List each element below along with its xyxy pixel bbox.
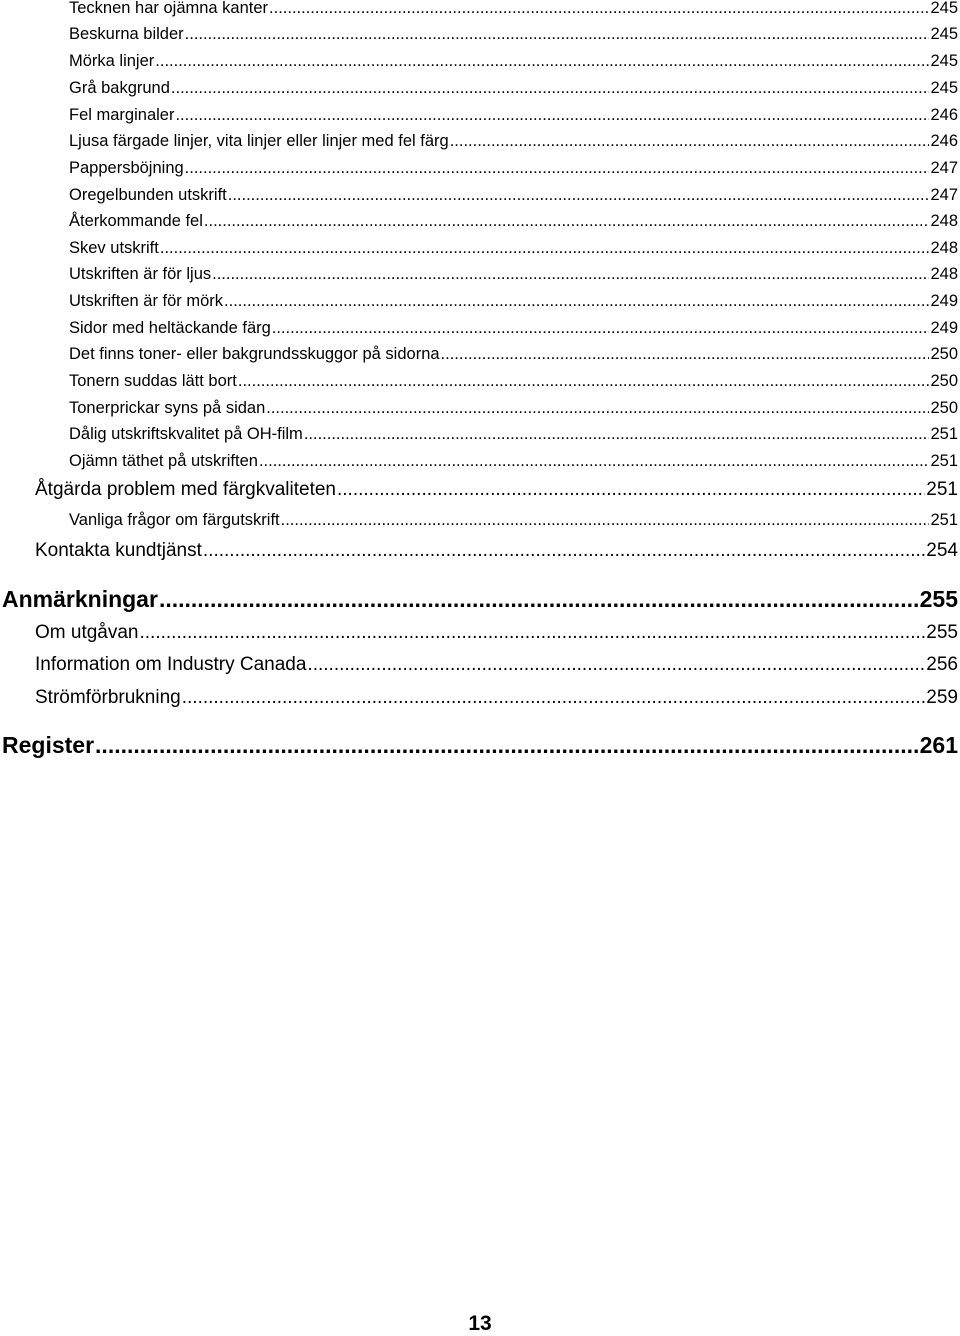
toc-entry-page: 250 <box>930 372 958 390</box>
toc-entry-page: 246 <box>930 106 958 124</box>
toc-entry[interactable] <box>69 183 958 207</box>
toc-entry[interactable] <box>35 619 958 647</box>
toc-entry-page: 250 <box>930 345 958 363</box>
toc-entry-page: 248 <box>930 239 958 257</box>
toc-entry-title: Fel marginaler <box>69 106 175 124</box>
toc-entry-title: Strömförbrukning <box>35 687 181 708</box>
toc-dot-leader <box>238 369 930 393</box>
toc-entry-page: 246 <box>930 132 958 150</box>
toc-entry-page: 251 <box>930 452 958 470</box>
toc-entry-title: Tonerprickar syns på sidan <box>69 399 266 417</box>
toc-entry-page: 247 <box>930 186 958 204</box>
toc-dot-leader <box>224 289 929 313</box>
toc-entry-title: Skev utskrift <box>69 239 159 257</box>
toc-entry[interactable] <box>69 156 958 180</box>
toc-entry[interactable] <box>2 583 958 615</box>
toc-entry-title: Anmärkningar <box>2 586 158 612</box>
toc-entry[interactable] <box>69 129 958 153</box>
toc-entry-title: Information om Industry Canada <box>35 654 307 675</box>
toc-entry[interactable] <box>35 684 958 712</box>
toc-entry[interactable] <box>69 449 958 473</box>
toc-entry-page: 249 <box>930 292 958 310</box>
toc-entry-page: 256 <box>926 654 958 675</box>
toc-entry[interactable] <box>69 236 958 260</box>
toc-dot-leader <box>95 729 919 761</box>
toc-entry-title: Sidor med heltäckande färg <box>69 319 271 337</box>
toc-dot-leader <box>155 49 929 73</box>
toc-entry-page: 249 <box>930 319 958 337</box>
toc-entry-page: 255 <box>919 586 958 612</box>
toc-entry-page: 248 <box>930 212 958 230</box>
toc-dot-leader <box>304 422 930 446</box>
toc-entry[interactable] <box>69 396 958 420</box>
toc-dot-leader <box>266 396 929 420</box>
toc-entry[interactable] <box>35 651 958 679</box>
toc-entry[interactable] <box>69 103 958 127</box>
toc-entry[interactable] <box>69 316 958 340</box>
toc-entry-title: Pappersböjning <box>69 159 184 177</box>
toc-entry[interactable] <box>69 209 958 233</box>
toc-entry-title: Återkommande fel <box>69 212 203 230</box>
toc-dot-leader <box>307 651 925 679</box>
toc-entry[interactable] <box>69 76 958 100</box>
toc-dot-leader <box>259 449 930 473</box>
toc-dot-leader <box>441 342 930 366</box>
toc-entry[interactable] <box>69 289 958 313</box>
toc-dot-leader <box>160 236 930 260</box>
toc-entry-title: Vanliga frågor om färgutskrift <box>69 511 280 529</box>
toc-entry-page: 250 <box>930 399 958 417</box>
toc-dot-leader <box>185 22 930 46</box>
toc-dot-leader <box>281 508 930 532</box>
toc-entry-page: 245 <box>930 25 958 43</box>
toc-dot-leader <box>228 183 930 207</box>
toc-entry-title: Utskriften är för mörk <box>69 292 224 310</box>
toc-dot-leader <box>203 537 925 565</box>
toc-entry-title: Åtgärda problem med färgkvaliteten <box>35 479 336 500</box>
toc-entry[interactable] <box>69 369 958 393</box>
toc-entry[interactable] <box>35 476 958 504</box>
toc-entry-title: Oregelbunden utskrift <box>69 186 227 204</box>
toc-entry-page: 245 <box>930 0 958 17</box>
toc-entry-title: Grå bakgrund <box>69 79 170 97</box>
toc-entry[interactable] <box>69 508 958 532</box>
toc-entry-page: 251 <box>930 511 958 529</box>
toc-dot-leader <box>185 156 930 180</box>
toc-entry-title: Ljusa färgade linjer, vita linjer eller linjer med fel färg <box>69 132 449 150</box>
toc-entry-page: 254 <box>926 540 958 561</box>
toc-entry-title: Register <box>2 732 95 758</box>
toc-entry-page: 247 <box>930 159 958 177</box>
toc-dot-leader <box>140 619 926 647</box>
toc-dot-leader <box>269 0 929 20</box>
toc-entry[interactable] <box>2 729 958 761</box>
toc-entry-title: Tonern suddas lätt bort <box>69 372 237 390</box>
toc-dot-leader <box>212 262 929 286</box>
toc-entry[interactable] <box>69 422 958 446</box>
page-number: 13 <box>468 1312 492 1335</box>
toc-entry[interactable] <box>69 49 958 73</box>
toc-entry-page: 259 <box>926 687 958 708</box>
toc-entry-title: Ojämn täthet på utskriften <box>69 452 258 470</box>
toc-entry-page: 251 <box>926 479 958 500</box>
toc-entry-page: 245 <box>930 79 958 97</box>
toc-entry[interactable] <box>69 22 958 46</box>
toc-entry-page: 255 <box>926 622 958 643</box>
toc-dot-leader <box>272 316 930 340</box>
toc-entry-page: 248 <box>930 265 958 283</box>
toc-entry-title: Kontakta kundtjänst <box>35 540 202 561</box>
toc-entry[interactable] <box>69 262 958 286</box>
toc-entry[interactable] <box>69 0 958 20</box>
toc-entry-title: Om utgåvan <box>35 622 139 643</box>
toc-dot-leader <box>175 103 929 127</box>
toc-entry-title: Tecknen har ojämna kanter <box>69 0 269 17</box>
toc-entry-title: Dålig utskriftskvalitet på OH-film <box>69 425 303 443</box>
toc-dot-leader <box>171 76 930 100</box>
toc-dot-leader <box>159 583 919 615</box>
toc-entry-title: Det finns toner- eller bakgrundsskuggor på sidorna <box>69 345 440 363</box>
toc-entry-page: 251 <box>930 425 958 443</box>
toc-entry-page: 245 <box>930 52 958 70</box>
toc-entry[interactable] <box>35 537 958 565</box>
toc-entry-page: 261 <box>919 732 958 758</box>
toc-dot-leader <box>337 476 925 504</box>
toc-entry-title: Mörka linjer <box>69 52 155 70</box>
toc-entry[interactable] <box>69 342 958 366</box>
toc-entry-title: Utskriften är för ljus <box>69 265 212 283</box>
toc-dot-leader <box>450 129 930 153</box>
toc-dot-leader <box>182 684 926 712</box>
toc-entry-title: Beskurna bilder <box>69 25 184 43</box>
toc-dot-leader <box>204 209 930 233</box>
